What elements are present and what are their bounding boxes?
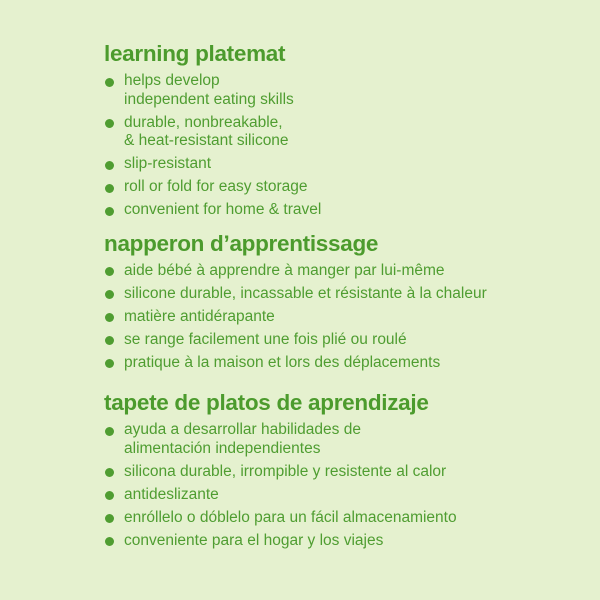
list-item xyxy=(104,114,574,151)
section-spanish xyxy=(104,389,574,550)
list-item-text: helps develop independent eating skills xyxy=(124,72,294,108)
feature-list-french xyxy=(104,262,574,373)
section-title-french: napperon d’apprentissage xyxy=(104,230,379,256)
list-item-text: roll or fold for easy storage xyxy=(124,178,308,195)
bullet-icon xyxy=(105,468,114,477)
feature-list-english xyxy=(104,72,574,220)
list-item xyxy=(104,201,574,220)
product-features-panel xyxy=(104,40,574,555)
list-item xyxy=(104,178,574,197)
list-item-text: silicona durable, irrompible y resistente al calor xyxy=(124,462,447,480)
bullet-icon xyxy=(105,78,114,87)
bullet-icon xyxy=(105,491,114,500)
list-item xyxy=(104,285,574,304)
bullet-icon xyxy=(105,290,114,299)
bullet-icon xyxy=(105,537,114,546)
list-item-text: slip-resistant xyxy=(124,155,211,172)
list-item xyxy=(104,308,574,327)
list-item xyxy=(104,72,574,109)
bullet-icon xyxy=(105,313,114,322)
bullet-icon xyxy=(105,119,114,128)
bullet-icon xyxy=(105,336,114,345)
list-item-text: durable, nonbreakable, & heat-resistant silicone xyxy=(124,113,289,149)
list-item-text: convenient for home & travel xyxy=(124,201,322,218)
bullet-icon xyxy=(105,184,114,193)
list-item-text: aide bébé à apprendre à manger par lui-même xyxy=(124,261,445,279)
list-item xyxy=(104,532,574,551)
list-item xyxy=(104,262,574,281)
list-item xyxy=(104,331,574,350)
list-item-text: matière antidérapante xyxy=(124,307,275,325)
list-item-text: enróllelo o dóblelo para un fácil almacenamiento xyxy=(124,508,457,526)
list-item-text: se range facilement une fois plié ou roulé xyxy=(124,330,407,348)
bullet-icon xyxy=(105,514,114,523)
list-item xyxy=(104,463,574,482)
list-item xyxy=(104,486,574,505)
section-title-spanish: tapete de platos de aprendizaje xyxy=(104,390,429,415)
bullet-icon xyxy=(105,267,114,276)
bullet-icon xyxy=(105,427,114,436)
feature-list-spanish xyxy=(104,421,574,550)
list-item xyxy=(104,354,574,373)
bullet-icon xyxy=(105,359,114,368)
section-title-english: learning platemat xyxy=(104,41,286,66)
list-item-text: conveniente para el hogar y los viajes xyxy=(124,531,384,549)
list-item xyxy=(104,155,574,174)
bullet-icon xyxy=(105,207,114,216)
list-item xyxy=(104,421,574,458)
list-item xyxy=(104,509,574,528)
list-item-text: ayuda a desarrollar habilidades de alimentación independientes xyxy=(124,421,361,457)
section-french xyxy=(104,230,574,373)
list-item-text: antideslizante xyxy=(124,485,219,503)
list-item-text: silicone durable, incassable et résistante à la chaleur xyxy=(124,284,487,302)
list-item-text: pratique à la maison et lors des déplacements xyxy=(124,353,441,371)
bullet-icon xyxy=(105,161,114,170)
section-english xyxy=(104,40,574,220)
